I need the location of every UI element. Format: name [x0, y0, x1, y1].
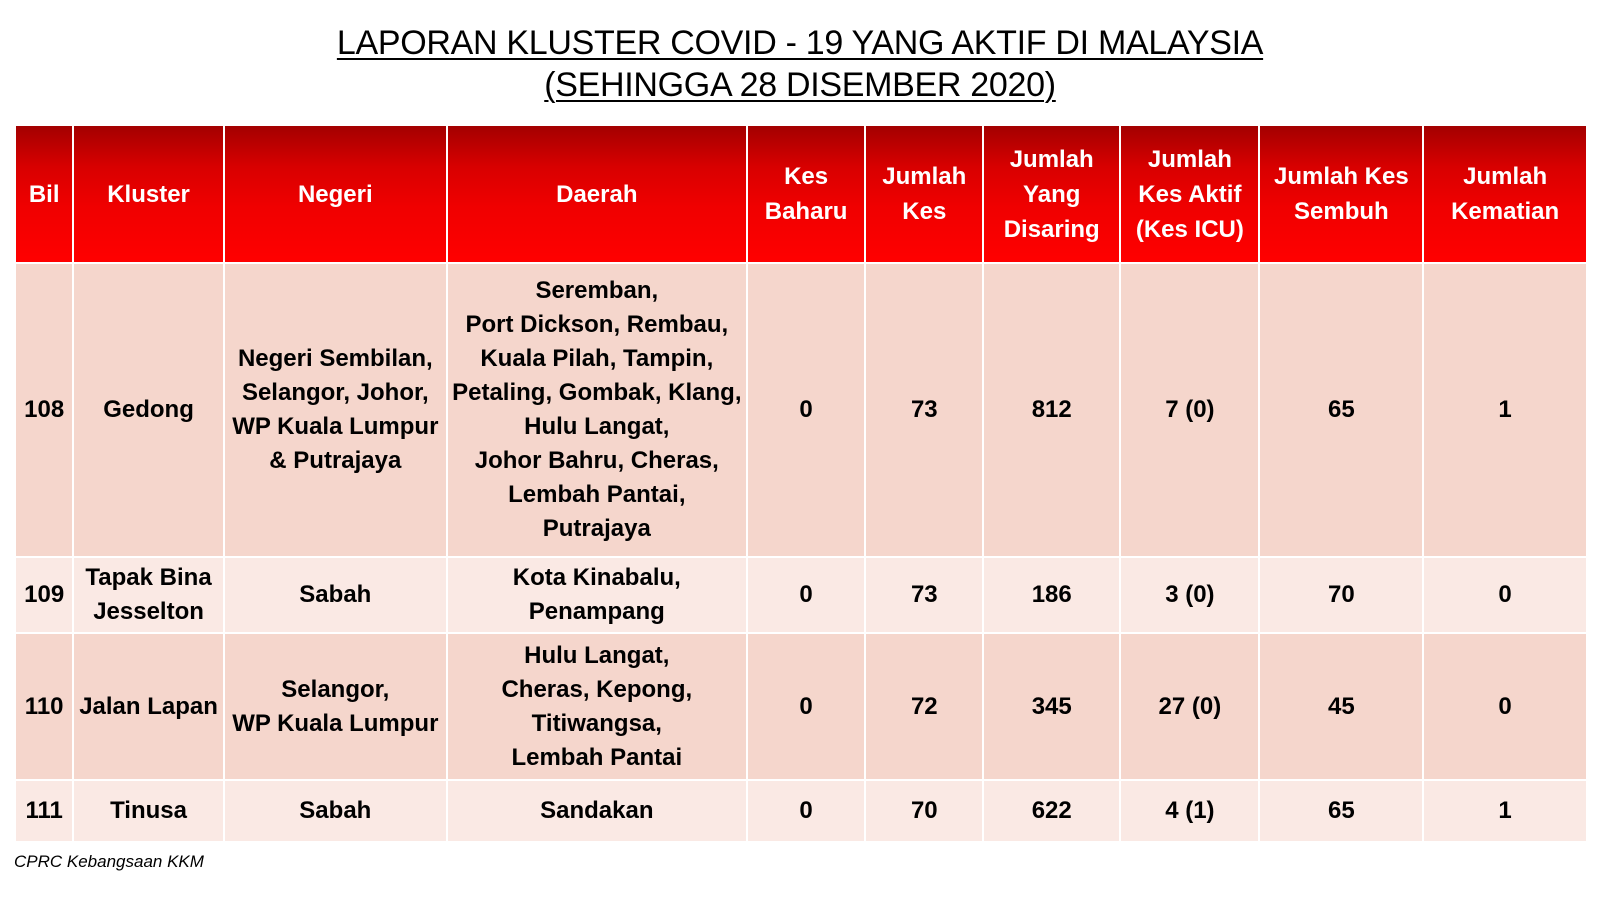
cell-kluster	[73, 263, 223, 557]
cell-jumlah-kes: 70	[865, 780, 983, 842]
cell-line: Baharu	[764, 198, 848, 225]
cell-line: Johor Bahru, Cheras,	[474, 447, 719, 474]
cell-kes-sembuh: 70	[1259, 557, 1423, 633]
cell-line: Kes	[902, 198, 947, 225]
cell-negeri	[224, 633, 447, 780]
cell-negeri	[224, 780, 447, 842]
cell-bil: 108	[15, 263, 73, 557]
cell-kes-baharu: 0	[747, 780, 866, 842]
cell-line: Jumlah	[1147, 145, 1232, 173]
cell-line: Tinusa	[110, 797, 187, 824]
cell-kes-sembuh: 65	[1259, 780, 1423, 842]
cell-kematian: 0	[1423, 633, 1587, 780]
cell-kes-baharu: 0	[747, 557, 866, 633]
cell-kematian: 0	[1423, 557, 1587, 633]
cell-kematian: 1	[1423, 780, 1587, 842]
cell-bil: 110	[15, 633, 73, 780]
cell-daerah	[447, 557, 747, 633]
cell-line: Tapak Bina	[85, 564, 212, 591]
cell-negeri	[224, 263, 447, 557]
header-kes-aktif	[1120, 125, 1259, 263]
table-header-row	[15, 125, 1587, 263]
header-kes-sembuh	[1259, 125, 1423, 263]
cell-kluster	[73, 633, 223, 780]
cell-line: Kota Kinabalu,	[512, 564, 681, 591]
cell-bil: 111	[15, 780, 73, 842]
cell-jumlah-disaring: 812	[983, 263, 1120, 557]
cell-kes-aktif: 27 (0)	[1120, 633, 1259, 780]
cell-line: Sembuh	[1294, 198, 1389, 225]
cell-line: Bil	[28, 180, 60, 208]
cell-line: Negeri Sembilan,	[237, 345, 433, 372]
source-note: CPRC Kebangsaan KKM	[14, 852, 204, 871]
cell-kluster	[73, 557, 223, 633]
cell-kes-baharu: 0	[747, 263, 866, 557]
cell-line: Kes Aktif	[1138, 180, 1242, 208]
cell-jumlah-kes: 72	[865, 633, 983, 780]
table-row	[15, 263, 1587, 557]
cell-line: Sabah	[299, 797, 372, 824]
cell-line: Lembah Pantai,	[508, 481, 686, 508]
header-bil	[15, 125, 73, 263]
header-kluster	[73, 125, 223, 263]
cell-jumlah-disaring: 622	[983, 780, 1120, 842]
cell-negeri	[224, 557, 447, 633]
cell-line: Jumlah	[1009, 145, 1094, 173]
cell-line: Jumlah	[1463, 163, 1548, 190]
cell-kes-sembuh: 65	[1259, 263, 1423, 557]
cell-line: Daerah	[556, 180, 638, 208]
cell-line: Selangor, Johor,	[241, 379, 429, 406]
report-title	[0, 22, 1600, 106]
cell-jumlah-disaring: 186	[983, 557, 1120, 633]
header-jumlah-kes	[865, 125, 983, 263]
cell-line: Sandakan	[540, 797, 654, 824]
header-daerah	[447, 125, 747, 263]
cell-line: WP Kuala Lumpur	[232, 709, 439, 737]
header-kematian	[1423, 125, 1587, 263]
cell-line: Jalan Lapan	[79, 692, 218, 720]
cell-line: (Kes ICU)	[1135, 215, 1244, 243]
cell-line: Kes	[784, 163, 829, 190]
header-jumlah-disaring	[983, 125, 1120, 263]
header-negeri	[224, 125, 447, 263]
cell-line: Seremban,	[535, 277, 659, 304]
cell-line: Cheras, Kepong,	[501, 675, 693, 703]
cell-kluster	[73, 780, 223, 842]
cell-line: Kuala Pilah, Tampin,	[480, 345, 714, 372]
cell-line: Port Dickson, Rembau,	[465, 311, 729, 338]
cell-daerah	[447, 633, 747, 780]
cell-line: & Putrajaya	[269, 447, 402, 474]
header-kes-baharu	[747, 125, 866, 263]
cell-line: WP Kuala Lumpur	[232, 413, 439, 440]
cell-kematian: 1	[1423, 263, 1587, 557]
cell-line: Negeri	[297, 180, 373, 208]
cell-daerah	[447, 263, 747, 557]
cell-bil: 109	[15, 557, 73, 633]
cell-jumlah-disaring: 345	[983, 633, 1120, 780]
cell-line: Putrajaya	[542, 515, 651, 542]
table-row	[15, 633, 1587, 780]
cell-line: Selangor,	[281, 675, 390, 703]
table-row	[15, 557, 1587, 633]
cell-line: Hulu Langat,	[524, 413, 670, 440]
table-row	[15, 780, 1587, 842]
report-title-line-1: LAPORAN KLUSTER COVID - 19 YANG AKTIF DI MALAYSIA	[336, 24, 1264, 62]
cell-line: Disaring	[1003, 215, 1100, 243]
cell-kes-aktif: 4 (1)	[1120, 780, 1259, 842]
cell-line: Penampang	[528, 598, 665, 625]
cell-jumlah-kes: 73	[865, 557, 983, 633]
cell-line: Yang	[1023, 180, 1081, 208]
cell-kes-sembuh: 45	[1259, 633, 1423, 780]
cell-line: Kematian	[1451, 198, 1560, 225]
cell-line: Sabah	[299, 581, 372, 608]
cell-kes-aktif: 3 (0)	[1120, 557, 1259, 633]
cluster-table	[14, 124, 1588, 843]
cell-line: Jumlah Kes	[1273, 163, 1409, 190]
cell-kes-baharu: 0	[747, 633, 866, 780]
cell-line: Kluster	[107, 180, 190, 208]
cell-line: Jesselton	[93, 598, 204, 625]
cell-line: Gedong	[103, 396, 194, 423]
cell-line: Lembah Pantai	[511, 743, 683, 771]
cell-line: Jumlah	[882, 163, 967, 190]
cell-kes-aktif: 7 (0)	[1120, 263, 1259, 557]
cell-line: Titiwangsa,	[531, 709, 662, 737]
cell-daerah	[447, 780, 747, 842]
report-title-line-2: (SEHINGGA 28 DISEMBER 2020)	[544, 66, 1056, 104]
cell-jumlah-kes: 73	[865, 263, 983, 557]
cell-line: Hulu Langat,	[524, 641, 670, 669]
cell-line: Petaling, Gombak, Klang,	[452, 379, 742, 406]
